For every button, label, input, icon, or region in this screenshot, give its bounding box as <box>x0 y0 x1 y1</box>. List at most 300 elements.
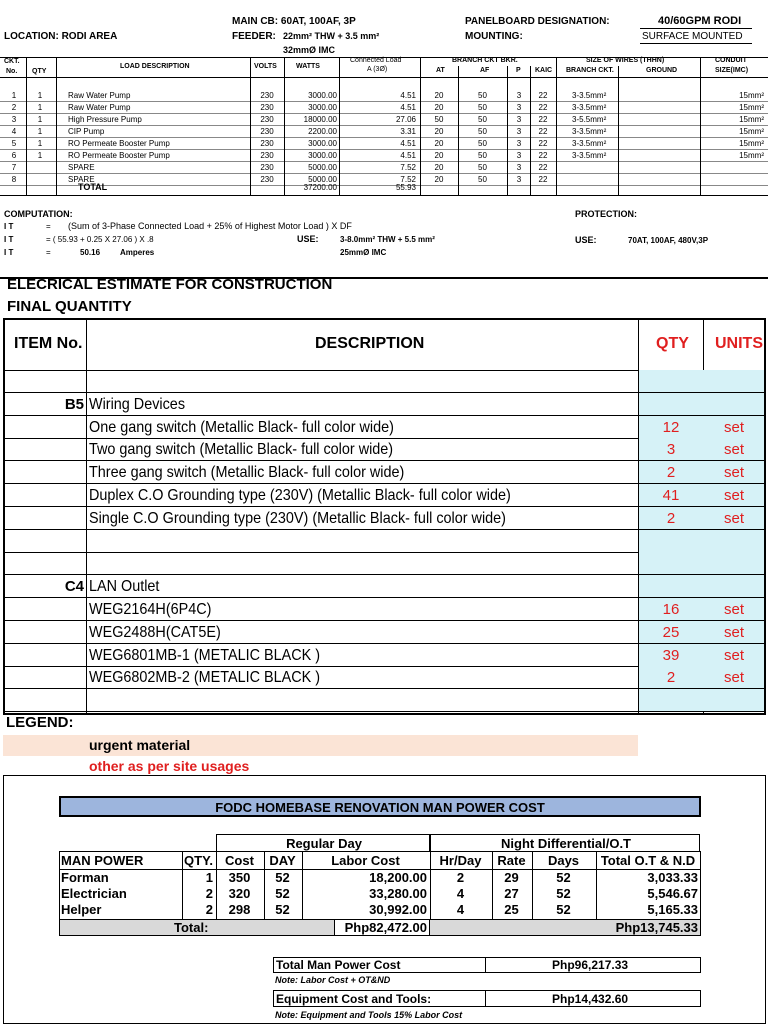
comp-unit: Amperes <box>120 248 155 257</box>
estimate-unit: set <box>723 418 744 436</box>
divider <box>430 851 431 919</box>
schedule-cell-watts: 3000.00 <box>308 139 337 148</box>
schedule-cell-af: 50 <box>478 91 487 100</box>
divider <box>507 66 508 195</box>
divider <box>420 58 421 195</box>
manpower-cell-labor: 18,200.00 <box>369 870 427 885</box>
schedule-cell-at: 20 <box>434 139 444 148</box>
summary-value-1: Php96,217.33 <box>552 958 629 972</box>
schedule-row <box>0 90 768 101</box>
schedule-cell-watts: 3000.00 <box>308 151 337 160</box>
col-ground: GROUND <box>646 67 678 74</box>
schedule-cell-amps: 4.51 <box>400 103 416 112</box>
schedule-cell-conduit: 15mm² <box>739 151 764 160</box>
comp-sym-1: I T <box>4 222 14 231</box>
estimate-row <box>5 552 764 575</box>
col-conduit-size: SIZE(IMC) <box>715 67 749 74</box>
schedule-cell-at: 20 <box>434 103 444 112</box>
estimate-qty: 2 <box>666 669 676 687</box>
divider <box>302 851 303 919</box>
schedule-cell-no: 6 <box>11 151 17 160</box>
manpower-cell-cost: 350 <box>228 870 251 885</box>
schedule-cell-kaic: 22 <box>538 127 548 136</box>
estimate-item-no <box>5 621 84 644</box>
comp-eq-1: = <box>46 222 51 231</box>
summary-note-1: Note: Labor Cost + OT&ND <box>275 975 391 985</box>
schedule-cell-p: 3 <box>516 151 522 160</box>
estimate-qty: 16 <box>662 601 680 618</box>
total-labor-value: Php82,472.00 <box>344 920 427 935</box>
col-at: AT <box>436 67 445 74</box>
estimate-unit: set <box>723 669 744 687</box>
comp-sym-2: I T <box>4 235 14 244</box>
col-wire-size: SIZE OF WIRES (THHN) <box>586 57 665 64</box>
manpower-panel <box>3 775 766 1024</box>
schedule-cell-watts: 3000.00 <box>308 103 337 112</box>
estimate-description <box>89 689 582 712</box>
summary-note-2: Note: Equipment and Tools 15% Labor Cost <box>275 1010 463 1020</box>
estimate-item-no <box>5 666 84 689</box>
manpower-cell-qty: 2 <box>205 886 213 901</box>
schedule-cell-conduit: 15mm² <box>739 139 764 148</box>
estimate-row <box>5 644 764 667</box>
schedule-cell-conduit: 15mm² <box>739 127 764 136</box>
summary-row-1 <box>273 957 701 973</box>
estimate-row <box>5 621 764 644</box>
manpower-cell-labor: 33,280.00 <box>369 886 427 901</box>
comp-eq-3: = <box>46 248 51 257</box>
schedule-cell-af: 50 <box>478 163 487 172</box>
schedule-cell-p: 3 <box>516 127 522 136</box>
divider <box>458 66 459 195</box>
estimate-item-no <box>5 484 84 507</box>
schedule-cell-p: 3 <box>516 91 522 100</box>
estimate-description: WEG6801MB-1 (METALIC BLACK ) <box>89 646 320 664</box>
schedule-cell-qty <box>28 174 52 185</box>
manpower-cell-labor: 30,992.00 <box>369 902 427 917</box>
estimate-row <box>5 438 764 461</box>
estimate-description: Single C.O Grounding type (230V) (Metallic Black- full color wide) <box>89 509 506 527</box>
schedule-total-watts: 37200.00 <box>303 183 337 192</box>
manpower-cell-cost: 320 <box>228 886 251 901</box>
divider <box>0 77 768 78</box>
estimate-row <box>5 598 764 621</box>
schedule-cell-qty: 1 <box>37 115 43 124</box>
schedule-cell-kaic: 22 <box>538 139 548 148</box>
col-connected-load: Connected Load <box>350 57 402 64</box>
estimate-row <box>5 393 764 416</box>
night-diff-group <box>430 834 700 851</box>
manpower-title: FODC HOMEBASE RENOVATION MAN POWER COST <box>215 800 545 815</box>
schedule-cell-p: 3 <box>516 139 522 148</box>
col-qty: QTY <box>656 335 689 352</box>
legend-urgent: urgent material <box>89 737 191 753</box>
estimate-qty: 12 <box>662 418 680 436</box>
total-labor-cell <box>334 919 430 936</box>
estimate-item-no <box>5 689 84 712</box>
estimate-item-no <box>5 416 84 439</box>
protection-use-label: USE: <box>575 235 597 245</box>
panelboard-value: 40/60GPM RODI <box>658 15 742 27</box>
estimate-qty: 41 <box>662 487 680 504</box>
protection-label: PROTECTION: <box>575 209 637 219</box>
col-description: DESCRIPTION <box>315 335 425 352</box>
divider <box>700 58 701 195</box>
schedule-cell-af: 50 <box>478 151 487 160</box>
schedule-cell-af: 50 <box>478 127 487 136</box>
manpower-cell-qty: 2 <box>205 902 213 917</box>
panel-schedule <box>0 0 768 279</box>
schedule-cell-amps: 3.31 <box>400 127 416 136</box>
divider <box>640 28 752 29</box>
manpower-total-label: Total: <box>174 920 209 935</box>
manpower-cell-total: 3,033.33 <box>647 870 698 885</box>
estimate-description: Wiring Devices <box>89 395 186 413</box>
estimate-item-no <box>5 461 84 484</box>
schedule-cell-at: 20 <box>434 175 444 184</box>
estimate-row <box>5 484 764 507</box>
mounting-label: MOUNTING: <box>465 31 523 42</box>
schedule-cell-no: 8 <box>11 175 17 184</box>
schedule-cell-no: 2 <box>11 103 17 112</box>
schedule-cell-no: 4 <box>11 127 17 136</box>
estimate-qty: 2 <box>666 464 676 482</box>
schedule-cell-at: 20 <box>434 91 444 100</box>
col-kaic: KAIC <box>535 67 553 74</box>
schedule-cell-watts: 18000.00 <box>303 115 337 124</box>
divider <box>485 958 486 972</box>
manpower-header: Labor Cost <box>331 853 400 868</box>
schedule-cell-p: 3 <box>516 175 522 184</box>
estimate-description: WEG2488H(CAT5E) <box>89 623 221 641</box>
schedule-cell-desc: SPARE <box>68 163 95 172</box>
estimate-unit: set <box>723 464 744 482</box>
schedule-cell-desc: High Pressure Pump <box>68 115 142 124</box>
divider <box>250 58 251 195</box>
col-branch-ckt: BRANCH CKT. <box>566 67 614 74</box>
col-p: P <box>516 67 521 74</box>
estimate-qty <box>639 370 703 393</box>
feeder-label: FEEDER: <box>232 31 276 42</box>
estimate-unit <box>704 393 764 416</box>
schedule-cell-af: 50 <box>478 175 487 184</box>
comp-formula: (Sum of 3-Phase Connected Load + 25% of Highest Motor Load ) X DF <box>68 221 352 231</box>
estimate-title: ELECRICAL ESTIMATE FOR CONSTRUCTION <box>7 276 333 293</box>
divider <box>59 869 701 870</box>
estimate-unit: set <box>723 601 744 618</box>
estimate-description: Two gang switch (Metallic Black- full color wide) <box>89 441 394 459</box>
schedule-cell-kaic: 22 <box>538 91 548 100</box>
schedule-cell-branch: 3-3.5mm² <box>572 151 607 160</box>
schedule-cell-watts: 5000.00 <box>308 175 337 184</box>
estimate-unit <box>704 552 764 575</box>
estimate-item-no <box>5 598 84 621</box>
schedule-cell-desc: RO Permeate Booster Pump <box>68 139 170 148</box>
schedule-cell-qty <box>28 162 52 173</box>
mounting-value: SURFACE MOUNTED <box>642 31 743 42</box>
schedule-cell-amps: 7.52 <box>400 163 416 172</box>
col-volts: VOLTS <box>254 63 277 70</box>
divider <box>26 58 27 195</box>
estimate-description: LAN Outlet <box>89 578 160 596</box>
divider <box>556 58 557 195</box>
schedule-cell-at: 20 <box>434 127 444 136</box>
schedule-cell-no: 7 <box>11 163 17 172</box>
manpower-header: Hr/Day <box>439 853 482 868</box>
schedule-cell-amps: 4.51 <box>400 91 416 100</box>
schedule-cell-branch: 3-3.5mm² <box>572 91 607 100</box>
schedule-cell-af: 50 <box>478 103 487 112</box>
estimate-qty: 25 <box>662 623 680 641</box>
divider <box>284 58 285 195</box>
col-units: UNITS <box>715 335 763 352</box>
manpower-cell-total: 5,165.33 <box>647 902 698 917</box>
schedule-cell-qty: 1 <box>37 139 43 148</box>
estimate-subtitle: FINAL QUANTITY <box>7 298 132 315</box>
manpower-cell-role: Helper <box>61 902 102 917</box>
manpower-cell-days: 52 <box>556 902 571 917</box>
manpower-header: Cost <box>225 853 254 868</box>
use-label: USE: <box>297 234 319 244</box>
schedule-cell-amps: 27.06 <box>395 115 416 124</box>
summary-row-2 <box>273 990 701 1007</box>
manpower-cell-cost: 298 <box>228 902 251 917</box>
schedule-cell-volts: 230 <box>260 163 274 172</box>
schedule-cell-volts: 230 <box>260 151 274 160</box>
schedule-cell-volts: 230 <box>260 127 274 136</box>
schedule-total-amps: 55.93 <box>395 183 416 192</box>
col-ckt: CKT. <box>4 58 20 65</box>
estimate-description <box>89 552 582 575</box>
divider <box>264 851 265 919</box>
manpower-header: DAY <box>269 853 296 868</box>
schedule-cell-kaic: 22 <box>538 175 548 184</box>
manpower-cell-role: Forman <box>61 870 109 885</box>
estimate-item-no: B5 <box>64 395 84 413</box>
estimate-qty <box>639 393 703 416</box>
schedule-cell-no: 5 <box>11 139 17 148</box>
schedule-cell-qty: 1 <box>37 91 43 100</box>
manpower-cell-rate: 25 <box>504 902 519 917</box>
divider <box>596 851 597 919</box>
schedule-cell-desc: Raw Water Pump <box>68 91 131 100</box>
manpower-cell-qty: 1 <box>205 870 213 885</box>
manpower-header: Rate <box>497 853 526 868</box>
schedule-cell-conduit: 15mm² <box>739 91 764 100</box>
schedule-cell-qty: 1 <box>37 103 43 112</box>
schedule-cell-p: 3 <box>516 163 522 172</box>
estimate-qty: 2 <box>666 509 676 527</box>
manpower-cell-day: 52 <box>275 886 290 901</box>
estimate-qty <box>639 552 703 575</box>
summary-value-2: Php14,432.60 <box>552 992 629 1006</box>
estimate-table <box>3 318 766 715</box>
divider <box>492 851 493 919</box>
estimate-unit: set <box>723 623 744 641</box>
estimate-description: Duplex C.O Grounding type (230V) (Metallic Black- full color wide) <box>89 487 511 504</box>
estimate-description: Three gang switch (Metallic Black- full color wide) <box>89 464 405 482</box>
legend-title: LEGEND: <box>6 714 74 731</box>
protection-use-value: 70AT, 100AF, 480V,3P <box>628 236 709 245</box>
divider <box>530 66 531 195</box>
manpower-header: MAN POWER <box>61 853 144 868</box>
regular-day-group <box>216 834 430 851</box>
divider <box>532 851 533 919</box>
schedule-row <box>0 162 768 173</box>
schedule-cell-kaic: 22 <box>538 151 548 160</box>
schedule-row <box>0 102 768 113</box>
schedule-cell-qty: 1 <box>37 127 43 136</box>
schedule-cell-conduit <box>702 174 764 185</box>
estimate-unit: set <box>723 487 744 504</box>
night-diff-label: Night Differential/O.T <box>501 836 631 851</box>
schedule-cell-desc: CIP Pump <box>68 127 105 136</box>
estimate-item-no <box>5 370 84 393</box>
schedule-cell-p: 3 <box>516 115 522 124</box>
schedule-cell-amps: 4.51 <box>400 139 416 148</box>
main-cb: MAIN CB: 60AT, 100AF, 3P <box>232 16 356 27</box>
estimate-item-no: C4 <box>64 578 84 596</box>
estimate-unit: set <box>723 441 744 459</box>
col-load-desc: LOAD DESCRIPTION <box>120 63 190 70</box>
schedule-cell-at: 50 <box>434 115 444 124</box>
estimate-unit <box>704 689 764 712</box>
estimate-qty <box>639 575 703 598</box>
schedule-cell-conduit: 15mm² <box>739 115 764 124</box>
location: LOCATION: RODI AREA <box>4 31 118 42</box>
schedule-cell-branch: 3-3.5mm² <box>572 127 607 136</box>
schedule-cell-amps: 4.51 <box>400 151 416 160</box>
feeder-value: 22mm² THW + 3.5 mm² <box>283 31 380 41</box>
schedule-total-label: TOTAL <box>78 182 108 192</box>
manpower-header: Days <box>547 853 580 868</box>
estimate-qty <box>639 530 703 553</box>
schedule-cell-branch: 3-5.5mm² <box>572 115 607 124</box>
estimate-unit <box>704 370 764 393</box>
schedule-cell-at: 20 <box>434 151 444 160</box>
schedule-cell-branch <box>572 162 618 173</box>
schedule-cell-no: 3 <box>11 115 17 124</box>
schedule-cell-desc: Raw Water Pump <box>68 103 131 112</box>
estimate-unit <box>704 575 764 598</box>
estimate-description: One gang switch (Metallic Black- full color wide) <box>89 418 394 436</box>
manpower-cell-hr: 2 <box>456 870 465 885</box>
schedule-cell-volts: 230 <box>260 175 274 184</box>
estimate-item-no <box>5 552 84 575</box>
manpower-cell-rate: 29 <box>504 870 519 885</box>
schedule-cell-watts: 5000.00 <box>308 163 337 172</box>
divider <box>640 43 752 44</box>
estimate-unit: set <box>723 509 744 527</box>
estimate-item-no <box>5 530 84 553</box>
estimate-header <box>5 320 764 371</box>
estimate-description <box>89 530 582 553</box>
col-watts: WATTS <box>296 63 320 70</box>
manpower-cell-rate: 27 <box>504 886 519 901</box>
schedule-cell-desc: RO Permeate Booster Pump <box>68 151 170 160</box>
total-ot-value: Php13,745.33 <box>615 920 698 935</box>
estimate-qty: 39 <box>662 646 680 664</box>
summary-label-1: Total Man Power Cost <box>276 958 401 972</box>
schedule-cell-kaic: 22 <box>538 103 548 112</box>
schedule-cell-conduit <box>702 162 764 173</box>
schedule-cell-af: 50 <box>478 139 487 148</box>
divider <box>0 195 768 196</box>
schedule-row <box>0 138 768 149</box>
manpower-title-bar <box>59 796 701 817</box>
manpower-cell-role: Electrician <box>61 886 127 901</box>
estimate-qty <box>639 689 703 712</box>
estimate-description: WEG2164H(6P4C) <box>89 601 212 618</box>
col-conduit: CONDUIT <box>715 57 747 64</box>
manpower-header: Total O.T & N.D <box>600 853 696 868</box>
computation-title: COMPUTATION: <box>4 209 73 219</box>
estimate-row <box>5 507 764 530</box>
panelboard-label: PANELBOARD DESIGNATION: <box>465 16 610 27</box>
schedule-cell-volts: 230 <box>260 91 274 100</box>
manpower-cell-days: 52 <box>556 886 571 901</box>
col-qty: QTY <box>32 68 47 75</box>
schedule-cell-kaic: 22 <box>538 115 548 124</box>
schedule-cell-kaic: 22 <box>538 163 548 172</box>
manpower-cell-day: 52 <box>275 870 290 885</box>
estimate-row <box>5 666 764 689</box>
divider <box>339 58 340 195</box>
manpower-cell-total: 5,546.67 <box>647 886 698 901</box>
schedule-row <box>0 114 768 125</box>
divider <box>485 991 486 1006</box>
estimate-row <box>5 575 764 598</box>
estimate-item-no <box>5 507 84 530</box>
regular-day-label: Regular Day <box>286 836 362 851</box>
schedule-cell-watts: 2200.00 <box>308 127 337 136</box>
schedule-cell-amps: 7.52 <box>400 175 416 184</box>
schedule-row <box>0 126 768 137</box>
schedule-cell-volts: 230 <box>260 115 274 124</box>
estimate-item-no <box>5 438 84 461</box>
use-conduit: 25mmØ IMC <box>340 248 387 257</box>
divider <box>618 66 619 195</box>
schedule-cell-watts: 3000.00 <box>308 91 337 100</box>
divider <box>216 851 217 919</box>
comp-sym-3: I T <box>4 248 14 257</box>
schedule-cell-branch: 3-3.5mm² <box>572 139 607 148</box>
summary-label-2: Equipment Cost and Tools: <box>276 992 432 1006</box>
schedule-cell-p: 3 <box>516 103 522 112</box>
use-value: 3-8.0mm² THW + 5.5 mm² <box>340 235 435 244</box>
divider <box>5 711 764 712</box>
schedule-cell-desc: SPARE <box>68 175 95 184</box>
divider <box>182 851 183 919</box>
estimate-row <box>5 689 764 712</box>
schedule-cell-volts: 230 <box>260 103 274 112</box>
estimate-qty: 3 <box>666 441 676 459</box>
manpower-cell-days: 52 <box>556 870 571 885</box>
legend-other: other as per site usages <box>89 758 250 774</box>
schedule-cell-branch <box>572 174 618 185</box>
estimate-description: WEG6802MB-2 (METALIC BLACK ) <box>89 669 320 687</box>
schedule-cell-af: 50 <box>478 115 487 124</box>
col-af: AF <box>480 67 490 74</box>
schedule-cell-at: 20 <box>434 163 444 172</box>
schedule-cell-volts: 230 <box>260 139 274 148</box>
feeder-conduit: 32mmØ IMC <box>283 45 336 55</box>
estimate-row <box>5 370 764 393</box>
manpower-cell-day: 52 <box>275 902 290 917</box>
col-no: No. <box>6 68 18 75</box>
schedule-cell-no: 1 <box>11 91 17 100</box>
schedule-cell-branch: 3-3.5mm² <box>572 103 607 112</box>
